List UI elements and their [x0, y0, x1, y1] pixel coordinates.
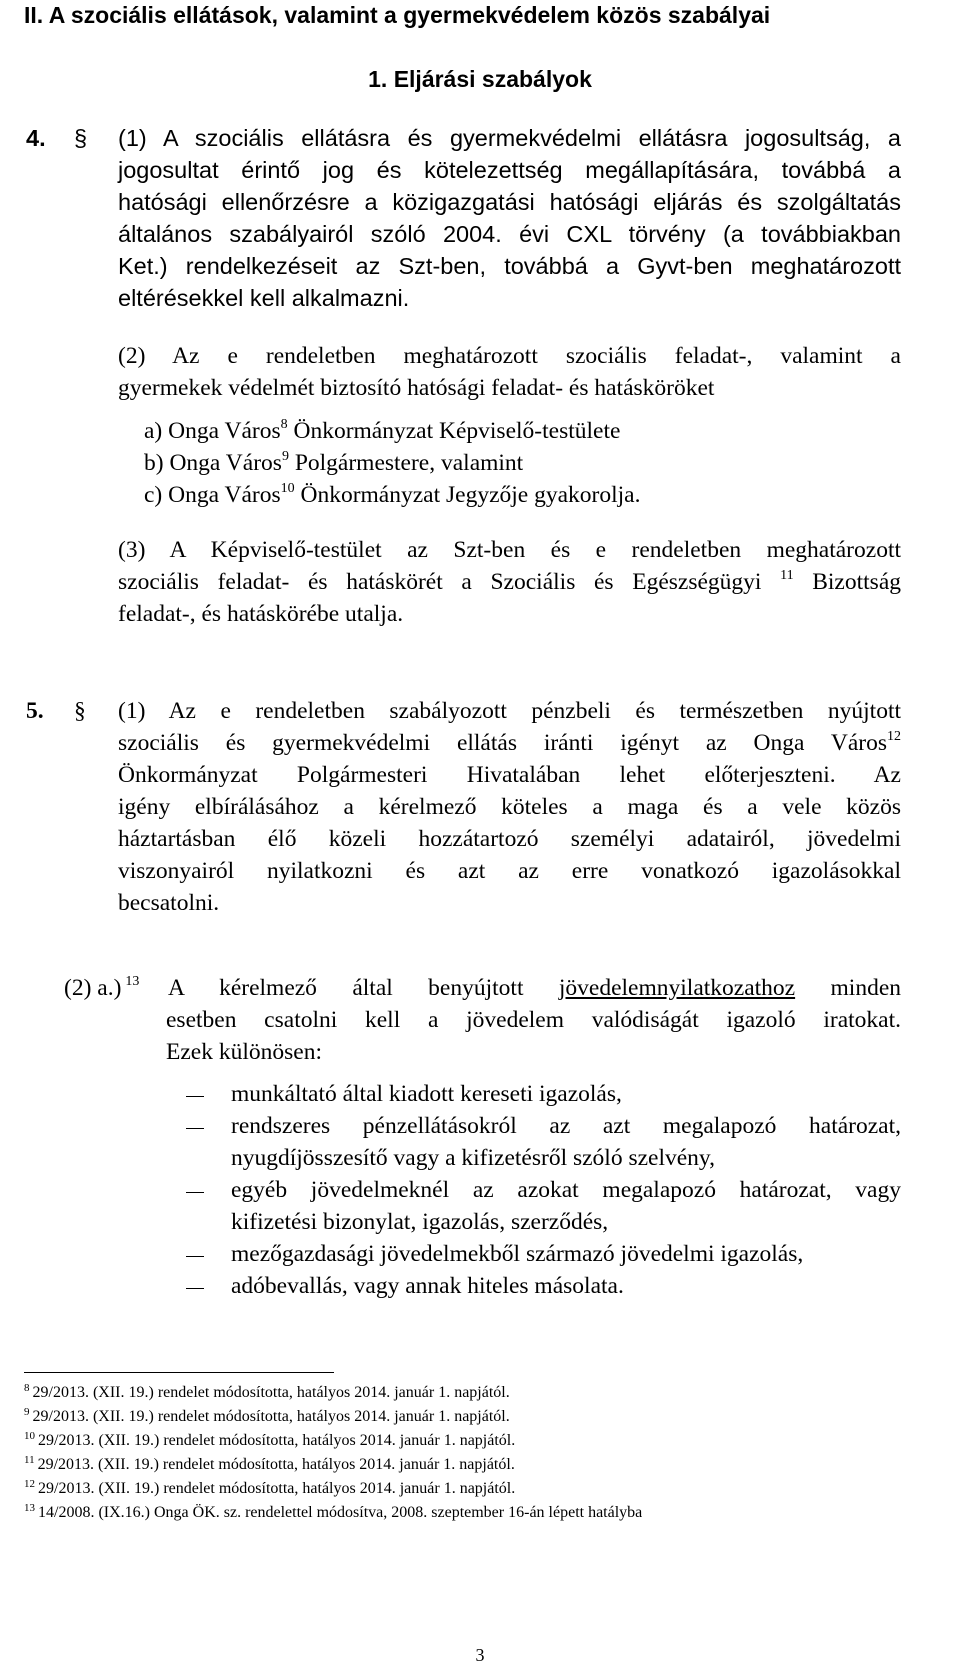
- s5-p1-line-3: Önkormányzat Polgármesteri Hivatalában lehet előterjeszteni. Az: [118, 762, 901, 788]
- bullet-item-3-line-1: egyéb jövedelmeknél az azokat megalapozó határozat, vagy: [231, 1177, 901, 1203]
- s4-p3-line-3: feladat-, és hatáskörébe utalja.: [118, 601, 404, 627]
- s4-p1-line-2: jogosultat érintő jog és kötelezettség megállapítására, továbbá a: [118, 157, 901, 183]
- section-5-mark: §: [74, 698, 86, 724]
- footnote-separator: [24, 1372, 334, 1373]
- section-4-mark: §: [74, 125, 88, 151]
- s5-p1-line-1: (1) Az e rendeletben szabályozott pénzbeli és természetben nyújtott: [118, 698, 901, 724]
- dash-bullet: [186, 1192, 204, 1193]
- s4-item-c: c) Onga Város$^{10}$ Önkormányzat Jegyzője gyakorolja.: [144, 481, 641, 508]
- underlined-term: jövedelemnyilatkozathoz: [558, 975, 796, 1001]
- s4-p1-line-6: eltérésekkel kell alkalmazni.: [118, 285, 410, 311]
- s4-p2-line-2: gyermekek védelmét biztosító hatósági feladat- és hatásköröket: [118, 375, 715, 401]
- s5-p1-line-4: igény elbírálásához a kérelmező köteles a maga és a vele közös: [118, 794, 901, 820]
- s4-p1-line-3: hatósági ellenőrzésre a közigazgatási hatósági eljárás és szolgáltatás: [118, 189, 901, 215]
- section-4-number: 4.: [26, 125, 46, 151]
- s4-p1-line-4: általános szabályairól szóló 2004. évi CXL törvény (a továbbiakban: [118, 221, 901, 247]
- bullet-item-1: munkáltató által kiadott kereseti igazolás,: [231, 1081, 622, 1107]
- bullet-item-5: adóbevallás, vagy annak hiteles másolata.: [231, 1273, 624, 1299]
- bullet-item-2-line-1: rendszeres pénzellátásokról az azt megalapozó határozat,: [231, 1113, 901, 1139]
- bullet-item-2-line-2: nyugdíjösszesítő vagy a kifizetésről szóló szelvény,: [231, 1145, 716, 1171]
- s4-item-a: a) Onga Város$^8$ Önkormányzat Képviselő-testülete: [144, 417, 621, 444]
- s5-p2-line-3: Ezek különösen:: [166, 1039, 322, 1065]
- footnote-11: $^{11}$ 29/2013. (XII. 19.) rendelet módosította, hatályos 2014. január 1. napjától.: [24, 1454, 515, 1473]
- bullet-item-3-line-2: kifizetési bizonylat, igazolás, szerződés,: [231, 1209, 609, 1235]
- footnote-9: $^9$ 29/2013. (XII. 19.) rendelet módosította, hatályos 2014. január 1. napjától.: [24, 1406, 510, 1425]
- dash-bullet: [186, 1288, 204, 1289]
- s4-p3-line-1: (3) A Képviselő-testület az Szt-ben és e rendeletben meghatározott: [118, 537, 901, 563]
- s5-p1-line-2: szociális és gyermekvédelmi ellátás iránti igényt az Onga Város$^{12}$: [118, 729, 901, 756]
- chapter-heading: II. A szociális ellátások, valamint a gyermekvédelem közös szabályai: [24, 2, 771, 28]
- page-number: 3: [475, 1645, 485, 1665]
- footnote-13: $^{13}$ 14/2008. (IX.16.) Onga ÖK. sz. rendelettel módosítva, 2008. szeptember 16-án lépett hatályba: [24, 1502, 643, 1521]
- footnote-12: $^{12}$ 29/2013. (XII. 19.) rendelet módosította, hatályos 2014. január 1. napjától.: [24, 1478, 516, 1497]
- footnote-8: $^8$ 29/2013. (XII. 19.) rendelet módosította, hatályos 2014. január 1. napjától.: [24, 1382, 510, 1401]
- s5-p2-line-1: A kérelmező által benyújtott jövedelemnyilatkozathoz minden: [168, 975, 902, 1001]
- bullet-item-4: mezőgazdasági jövedelmekből származó jövedelmi igazolás,: [231, 1241, 804, 1267]
- dash-bullet: [186, 1128, 204, 1129]
- s5-p1-line-7: becsatolni.: [118, 890, 220, 916]
- s4-p3-line-2: szociális feladat- és hatáskörét a Szociális és Egészségügyi $^{11}$ Bizottság: [118, 568, 901, 595]
- s5-p1-line-5: háztartásban élő közeli hozzátartozó személyi adatairól, jövedelmi: [118, 826, 901, 852]
- s4-p1-line-5: Ket.) rendelkezéseit az Szt-ben, továbbá a Gyvt-ben meghatározott: [118, 253, 901, 279]
- s4-p1-line-1: (1) A szociális ellátásra és gyermekvédelmi ellátásra jogosultság, a: [118, 125, 901, 151]
- s5-p2-label: (2) a.) $^{13}$: [64, 974, 140, 1001]
- s5-p1-line-6: viszonyairól nyilatkozni és azt az erre vonatkozó igazolásokkal: [118, 858, 901, 884]
- dash-bullet: [186, 1096, 204, 1097]
- footnote-10: $^{10}$ 29/2013. (XII. 19.) rendelet módosította, hatályos 2014. január 1. napjától.: [24, 1430, 516, 1449]
- s4-p2-line-1: (2) Az e rendeletben meghatározott szociális feladat-, valamint a: [118, 343, 901, 369]
- section-heading: 1. Eljárási szabályok: [368, 66, 592, 92]
- dash-bullet: [186, 1256, 204, 1257]
- section-5-number: 5.: [26, 698, 44, 724]
- s5-p2-line-2: esetben csatolni kell a jövedelem valódiságát igazoló iratokat.: [166, 1007, 901, 1033]
- s4-item-b: b) Onga Város$^9$ Polgármestere, valamint: [144, 449, 524, 476]
